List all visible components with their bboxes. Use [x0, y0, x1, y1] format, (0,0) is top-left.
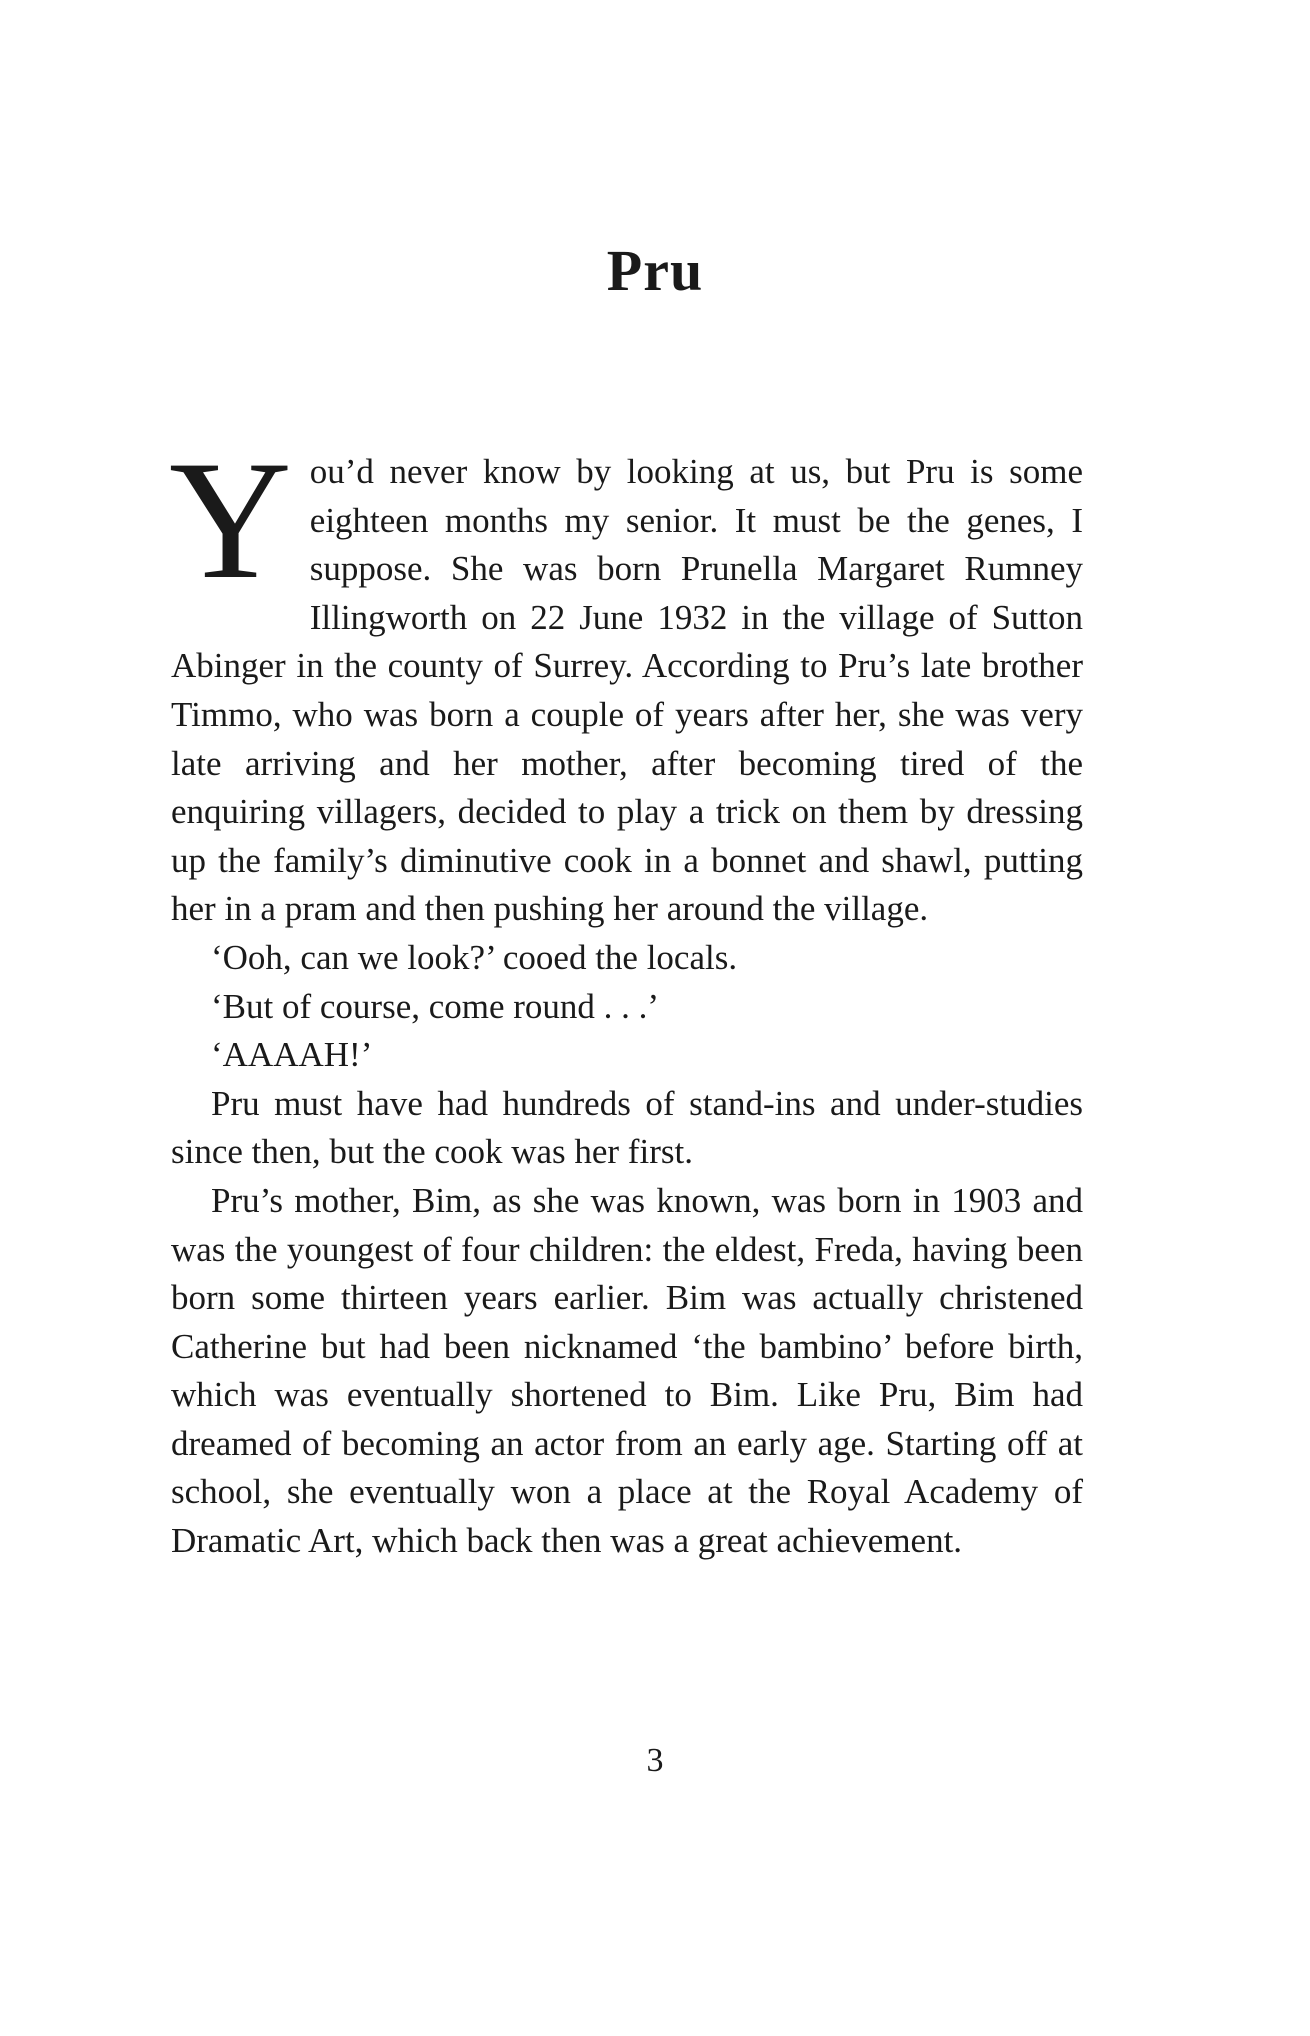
drop-cap: Y	[169, 426, 292, 614]
chapter-title: Pru	[606, 238, 704, 303]
body-text	[169, 426, 1083, 1566]
paragraph: ‘AAAAH!’	[211, 1035, 373, 1075]
paragraph: Pru must have had hundreds of stand-ins and under-studies since then, but the cook was her first.	[171, 1083, 1083, 1172]
page-number: 3	[646, 1742, 664, 1779]
paragraph-text: ou’d never know by looking at us, but Pru is some eighteen months my senior. It must be the genes, I suppose. She was born Prunella Margaret Rumney Illingworth on 22 June 1932 in the village of Sutton Abinger in the county of Surrey. According to Pru’s late brother Timmo, who was born a couple of years after her, she was very late arriving and her mother, after becoming tired of the enquiring villagers, decided to play a trick on them by dressing up the family’s diminutive cook in a bonnet and shawl, putting her in a pram and then pushing her around the village.	[171, 452, 1083, 929]
paragraph: ‘But of course, come round . . .’	[211, 986, 660, 1026]
paragraph: Pru’s mother, Bim, as she was known, was born in 1903 and was the youngest of four children: the eldest, Freda, having been born some thirteen years earlier. Bim was actually christened Catherine but had been nicknamed ‘the bambino’ before birth, which was eventually shortened to Bim. Like Pru, Bim had dreamed of becoming an actor from an early age. Starting off at school, she eventually won a place at the Royal Academy of Dramatic Art, which back then was a great achievement.	[171, 1180, 1083, 1561]
paragraph: ‘Ooh, can we look?’ cooed the locals.	[211, 937, 738, 977]
paragraph-opening	[169, 426, 1083, 934]
